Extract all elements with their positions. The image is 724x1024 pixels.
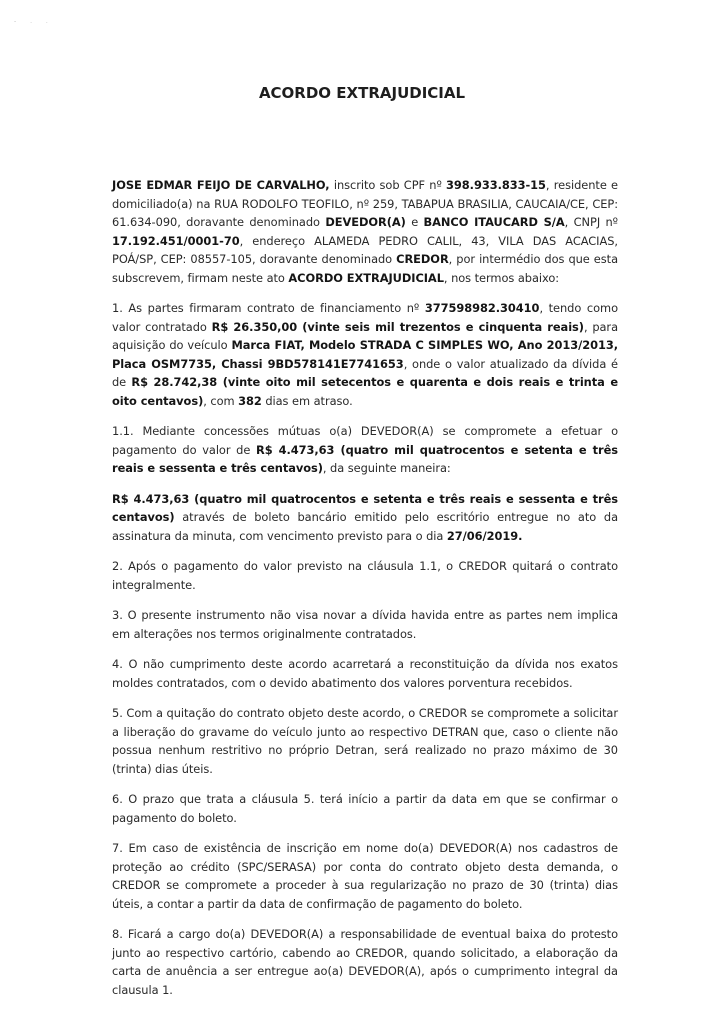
- updated-debt-value: R$ 28.742,38 (vinte oito mil setecentos e quarenta e dois reais e trinta e oito centavos): [112, 375, 618, 408]
- clause-3: 3. O presente instrumento não visa novar a dívida havida entre as partes nem implica em alterações nos termos originalmente contratados.: [112, 608, 618, 641]
- clause-1-1: [112, 422, 618, 478]
- clause-1-text-5: , com: [203, 393, 239, 408]
- intro-text-3: e: [405, 215, 424, 229]
- intro-text-2: , residente e domiciliado(a) na RUA RODOLFO TEOFILO, nº 259, TABAPUA BRASILIA, CAUCAIA/CE, CEP: 61.634-090, doravante denominado: [112, 178, 618, 229]
- clause-5: 5. Com a quitação do contrato objeto deste acordo, o CREDOR se compromete a solicitar a liberação do gravame do veículo junto ao respectivo DETRAN que, caso o cliente não possua nenhum restritivo no próprio Detran, será realizado no prazo máximo de 30 (trinta) dias úteis.: [112, 706, 618, 776]
- cpf-number: 398.933.833-15: [446, 178, 546, 192]
- scan-artifact-marks: - . .: [14, 18, 54, 25]
- vehicle-description: Marca FIAT, Modelo STRADA C SIMPLES WO, Ano 2013/2013, Placa OSM7735, Chassi 9BD578141E7741653: [112, 338, 618, 371]
- clause-7: 7. Em caso de existência de inscrição em nome do(a) DEVEDOR(A) nos cadastros de proteção ao crédito (SPC/SERASA) por conta do contrato objeto desta demanda, o CREDOR se compromete a proceder à sua regularização no prazo de 30 (trinta) dias úteis, a contar a partir da data de confirmação de pagamento do boleto.: [112, 841, 618, 911]
- cnpj-number: 17.192.451/0001-70: [112, 233, 240, 248]
- clause-1-text-3: , para aquisição do veículo: [112, 319, 618, 352]
- clause-4: 4. O não cumprimento deste acordo acarretará a reconstituição da dívida nos exatos moldes contratados, com o devido abatimento dos valores porventura recebidos.: [112, 657, 618, 690]
- clause-1-text-4: , onde o valor atualizado da dívida é de: [112, 356, 619, 389]
- clause-6: 6. O prazo que trata a cláusula 5. terá início a partir da data em que se confirmar o pagamento do boleto.: [112, 792, 618, 825]
- days-overdue: 382: [238, 393, 262, 408]
- clause-8: 8. Ficará a cargo do(a) DEVEDOR(A) a responsabilidade de eventual baixa do protesto junto ao respectivo cartório, cabendo ao CREDOR, quando solicitado, a elaboração da carta de anuência a ser entregue ao(a) DEVEDOR(A), após o cumprimento integral da clausula 1.: [112, 927, 618, 997]
- credor-name: BANCO ITAUCARD S/A: [423, 215, 565, 229]
- clause-1-1-text-1: 1.1. Mediante concessões mútuas o(a) DEVEDOR(A) se compromete a efetuar o pagamento do valor de: [112, 424, 618, 457]
- document-title: ACORDO EXTRAJUDICIAL: [258, 84, 466, 102]
- clause-2: 2. Após o pagamento do valor previsto na cláusula 1.1, o CREDOR quitará o contrato integralmente.: [112, 559, 618, 592]
- intro-text-1: inscrito sob CPF nº: [329, 178, 447, 192]
- clause-1-text-1: 1. As partes firmaram contrato de financiamento nº: [112, 301, 425, 315]
- clause-1-1-text-2: , da seguinte maneira:: [322, 461, 451, 475]
- payment-text-1: através de boleto bancário emitido pelo escritório entregue no ato da assinatura da minuta, com vencimento previsto para o dia: [112, 510, 618, 543]
- intro-text-6: , por intermédio dos que esta subscrevem, firmam neste ato: [112, 252, 618, 285]
- clause-1: [112, 299, 618, 410]
- contract-number: 377598982.30410: [424, 301, 540, 315]
- payment-value: R$ 4.473,63 (quatro mil quatrocentos e setenta e três reais e sessenta e três centavos): [112, 491, 618, 524]
- intro-paragraph: [112, 176, 618, 287]
- payment-paragraph: [112, 490, 618, 546]
- intro-text-7: , nos termos abaixo:: [443, 270, 560, 285]
- due-date: 27/06/2019.: [446, 528, 523, 543]
- intro-text-5: , endereço ALAMEDA PEDRO CALIL, 43, VILA DAS ACACIAS, POÁ/SP, CEP: 08557-105, doravante denominado: [112, 233, 618, 266]
- credor-label: CREDOR: [396, 252, 449, 266]
- devedor-label: DEVEDOR(A): [325, 215, 406, 229]
- document-body: [112, 176, 618, 1011]
- agreement-value: R$ 4.473,63 (quatro mil quatrocentos e setenta e três reais e sessenta e três centavos): [112, 442, 618, 475]
- clause-1-text-2: , tendo como valor contratado: [112, 301, 619, 334]
- acordo-label: ACORDO EXTRAJUDICIAL: [288, 270, 444, 285]
- intro-text-4: , CNPJ nº: [564, 215, 618, 229]
- clause-1-text-6: dias em atraso.: [261, 393, 353, 408]
- devedor-name: JOSE EDMAR FEIJO DE CARVALHO,: [112, 178, 330, 192]
- contracted-value: R$ 26.350,00 (vinte seis mil trezentos e cinquenta reais): [211, 319, 584, 334]
